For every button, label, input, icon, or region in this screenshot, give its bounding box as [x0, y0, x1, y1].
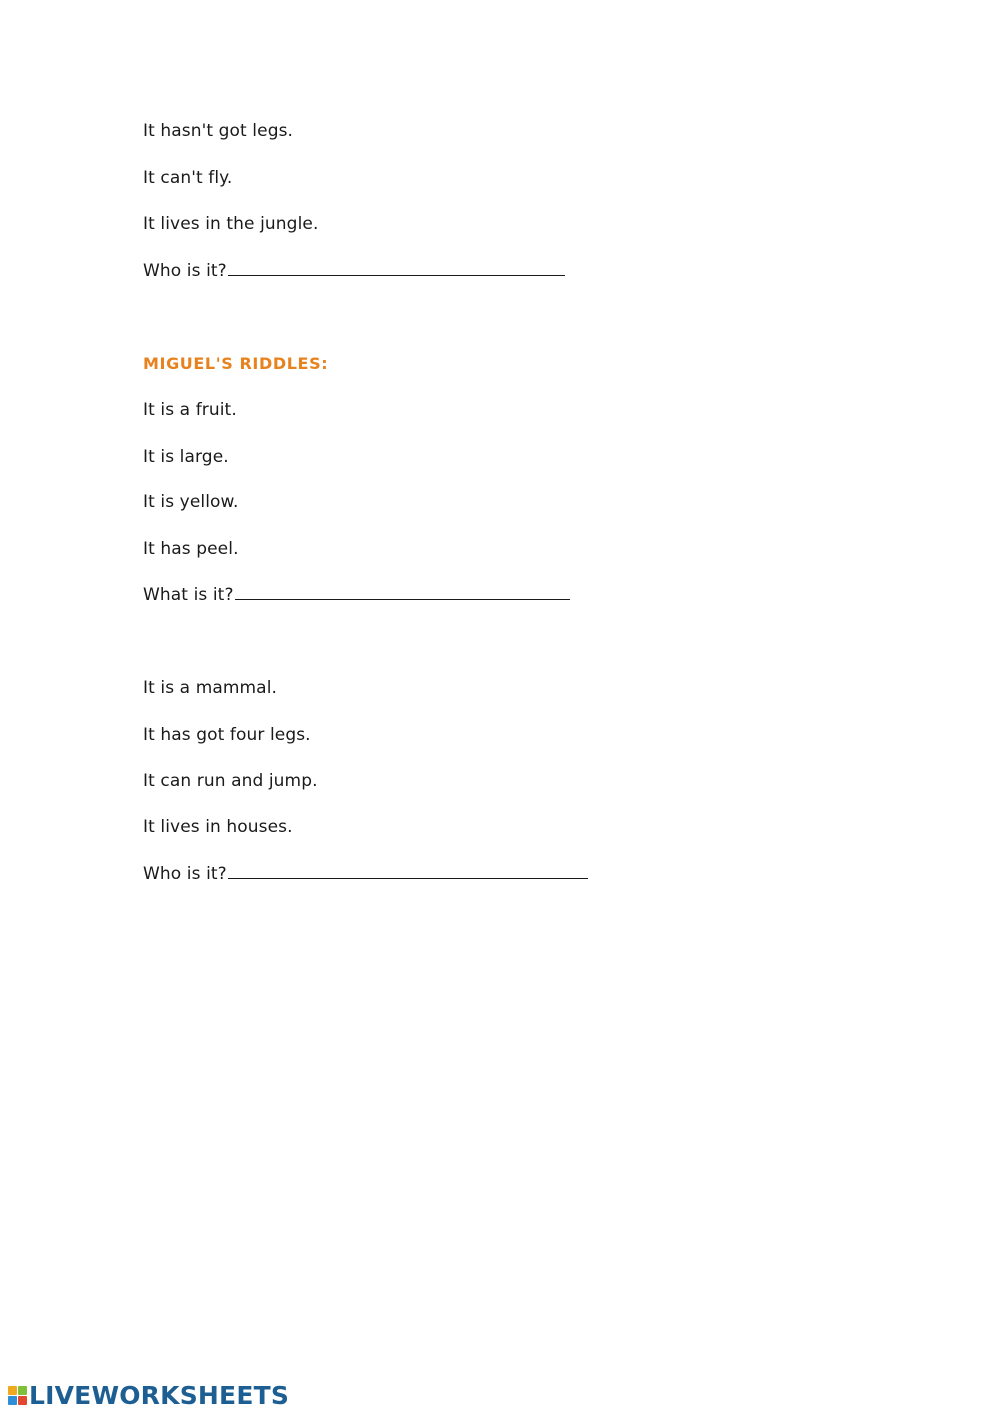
riddle-2-line-1: It is a fruit.: [143, 400, 237, 420]
riddle-2-line-3: It is yellow.: [143, 492, 239, 512]
riddle-1-line-1: It hasn't got legs.: [143, 121, 294, 141]
riddle-3-line-3: It can run and jump.: [143, 771, 318, 791]
section-heading: MIGUEL'S RIDDLES:: [143, 354, 329, 373]
riddle-3-question-label: Who is it?: [143, 864, 227, 884]
logo-text: LIVEWORKSHEETS: [29, 1380, 290, 1410]
riddle-3-line-1: It is a mammal.: [143, 678, 278, 698]
riddle-3-question: [143, 863, 588, 885]
logo-blocks-icon: [8, 1386, 27, 1405]
riddle-2-line-4: It has peel.: [143, 539, 239, 559]
riddle-3-answer-blank[interactable]: [228, 863, 588, 879]
riddle-3-line-2: It has got four legs.: [143, 725, 311, 745]
liveworksheets-logo: [8, 1382, 289, 1408]
riddle-2-answer-blank[interactable]: [235, 584, 570, 600]
riddle-2-line-2: It is large.: [143, 447, 229, 467]
riddle-1-line-3: It lives in the jungle.: [143, 214, 319, 234]
riddle-1-question: [143, 260, 565, 282]
riddle-1-answer-blank[interactable]: [228, 260, 565, 276]
riddle-2-question: [143, 584, 570, 606]
riddle-2-question-label: What is it?: [143, 585, 234, 605]
riddle-3-line-4: It lives in houses.: [143, 817, 293, 837]
riddle-1-question-label: Who is it?: [143, 261, 227, 281]
riddle-1-line-2: It can't fly.: [143, 168, 233, 188]
